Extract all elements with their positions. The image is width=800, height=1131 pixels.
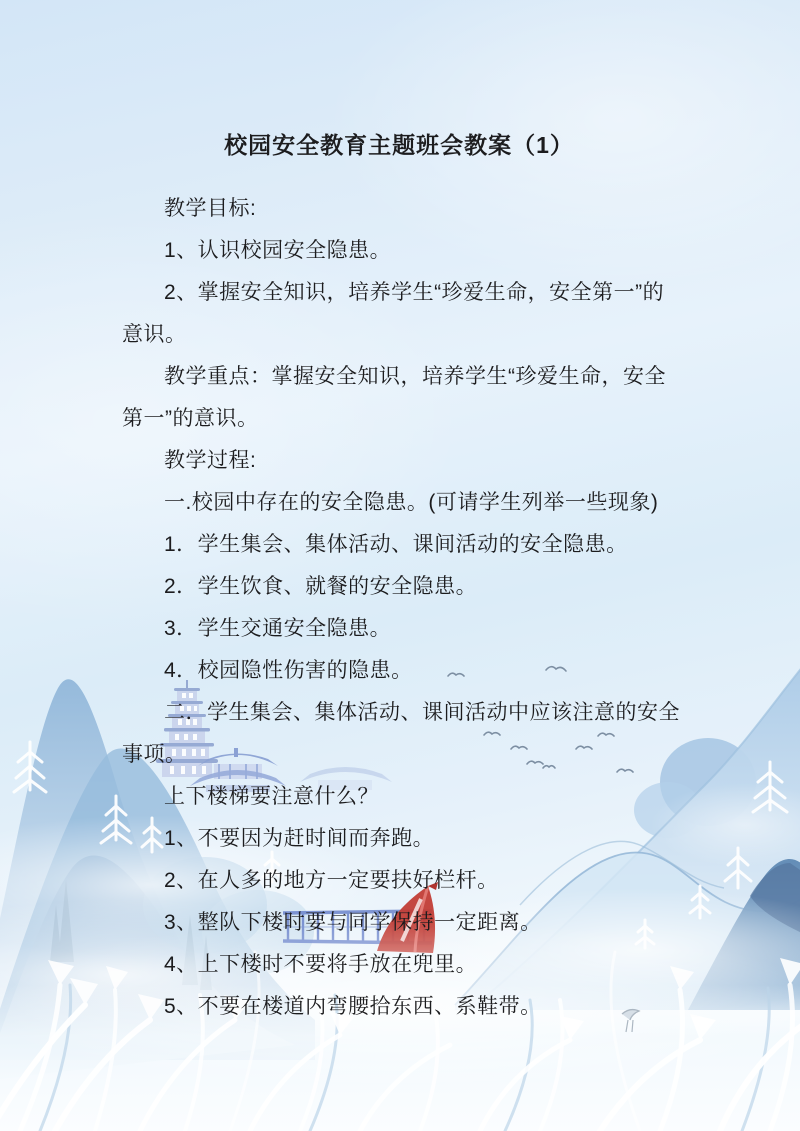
text-line: 教学过程: (164, 449, 257, 472)
text-line: 4、上下楼时不要将手放在兜里。 (164, 953, 478, 976)
text-line: 第一”的意识。 (122, 407, 259, 430)
text-line: 1、认识校园安全隐患。 (164, 239, 392, 262)
text-line: 教学重点：掌握安全知识，培养学生“珍爱生命，安全 (164, 365, 666, 388)
text-line: 2、在人多的地方一定要扶好栏杆。 (164, 869, 499, 892)
text-line: 1．学生集会、集体活动、课间活动的安全隐患。 (164, 533, 628, 556)
text-line: 5、不要在楼道内弯腰拾东西、系鞋带。 (164, 995, 542, 1018)
text-line: 意识。 (122, 323, 187, 346)
text-line: 上下楼梯要注意什么？ (164, 785, 379, 808)
page-title: 校园安全教育主题班会教案（1） (224, 132, 574, 158)
text-line: 3、整队下楼时要与同学保持一定距离。 (164, 911, 542, 934)
text-line: 2．学生饮食、就餐的安全隐患。 (164, 575, 478, 598)
text-line: 事项。 (122, 743, 187, 766)
text-line: 2、掌握安全知识，培养学生“珍爱生命，安全第一”的 (164, 281, 665, 304)
text-line: 教学目标: (164, 197, 257, 220)
text-line: 3．学生交通安全隐患。 (164, 617, 392, 640)
text-line: 二．学生集会、集体活动、课间活动中应该注意的安全 (164, 701, 680, 724)
text-line: 1、不要因为赶时间而奔跑。 (164, 827, 435, 850)
text-line: 一.校园中存在的安全隐患。(可请学生列举一些现象) (164, 491, 659, 514)
text-line: 4．校园隐性伤害的隐患。 (164, 659, 413, 682)
